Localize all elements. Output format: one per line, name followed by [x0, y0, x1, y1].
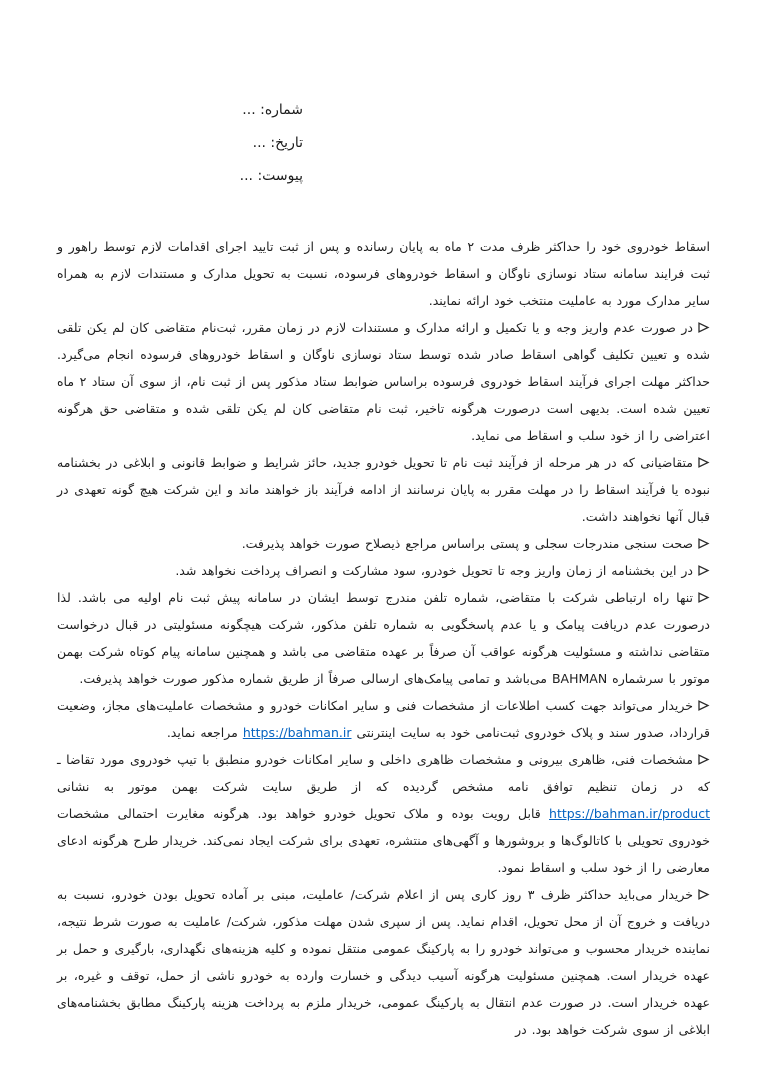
arrow-bullet-icon [697, 450, 710, 461]
bullet-paragraph: صحت سنجی مندرجات سجلی و پستی براساس مراجع ذیصلاح صورت خواهد پذیرفت. [57, 530, 710, 557]
link-bahman-ir[interactable]: https://bahman.ir [242, 725, 352, 740]
arrow-bullet-icon [697, 882, 710, 893]
latin-text: BAHMAN [551, 671, 608, 686]
bullet-paragraph: متقاضیانی که در هر مرحله از فرآیند ثبت نام تا تحویل خودرو جدید، حائز شرایط و ضوابط قانونی و ابلاغی در بخشنامه نبوده یا فرآیند اسقاط را در مهلت مقرر به پایان نرسانند از ادامه فرآیند باز خواهند ماند و این شرکت هیچ گونه تعهدی در قبال آنها نخواهند داشت. [57, 449, 710, 530]
link-bahman-ir-product[interactable]: https://bahman.ir/product [549, 806, 710, 821]
arrow-bullet-icon [697, 693, 710, 704]
letter-attachment-field: پیوست: ... [239, 168, 303, 184]
bullet-paragraph: خریدار می‌باید حداکثر ظرف ۳ روز کاری پس از اعلام شرکت/ عاملیت، مبنی بر آماده تحویل بودن خودرو، نسبت به دریافت و خروج آن از محل تحویل، اقدام نماید. پس از سپری شدن مهلت مذکور، شرکت/ عاملیت به صورت شرط نتیجه، نماینده خریدار محسوب و می‌تواند خودرو را به پارکینگ عمومی منتقل نموده و کلیه هزینه‌های نگهداری، بارگیری و حمل بر عهده خریدار است. همچنین مسئولیت هرگونه آسیب دیدگی و خسارت وارده به خودرو ناشی از حمل، توقف و غیره، بر عهده خریدار است. در صورت عدم انتقال به پارکینگ عمومی، خریدار ملزم به پرداخت هزینه پارکینگ مطابق بخشنامه‌های ابلاغی از سوی شرکت خواهد بود. در [57, 881, 710, 1043]
letter-date-field: تاریخ: ... [252, 135, 303, 151]
letter-number-field: شماره: ... [242, 102, 303, 118]
arrow-bullet-icon [697, 585, 710, 596]
arrow-bullet-icon [697, 315, 710, 326]
bullet-paragraph: خریدار می‌تواند جهت کسب اطلاعات از مشخصات فنی و سایر امکانات خودرو و مشخصات عاملیت‌های مجاز، وضعیت قرارداد، صدور سند و پلاک خودروی ثبت‌نامی خود به سایت اینترنتی https://bahman.ir مراجعه نماید. [57, 692, 710, 746]
bullet-paragraph: در صورت عدم واریز وجه و یا تکمیل و ارائه مدارک و مستندات لازم در زمان مقرر، ثبت‌نام متقاضی کان لم یکن تلقی شده و تعیین تکلیف گواهی اسقاط صادر شده توسط ستاد نوسازی ناوگان و اسقاط خودروهای فرسوده انجام می‌گیرد. حداکثر مهلت اجرای فرآیند اسقاط خودروی فرسوده براساس ضوابط ستاد مذکور پس از ثبت نام، از سوی آن ستاد ۲ ماه تعیین شده است. بدیهی است درصورت هرگونه تاخیر، ثبت نام متقاضی کان لم یکن تلقی شده و متقاضی حق هرگونه اعتراضی را از خود سلب و اسقاط می نماید. [57, 314, 710, 449]
arrow-bullet-icon [697, 747, 710, 758]
letter-header [200, 94, 303, 193]
bullet-paragraph: مشخصات فنی، ظاهری بیرونی و مشخصات ظاهری داخلی و سایر امکانات خودرو منطبق با تیپ خودروی مورد تقاضا ـ که در زمان تنظیم توافق نامه مشخص گردیده که از طریق سایت شرکت بهمن موتور به نشانی https://bahman.ir/product قابل رویت بوده و ملاک تحویل خودرو خواهد بود. هرگونه مغایرت احتمالی مشخصات خودروی تحویلی با کاتالوگ‌ها و بروشورها و آگهی‌های منتشره، تعهدی برای شرکت ایجاد نمی‌کند. خریدار طرح هرگونه ادعای معارضی را از خود سلب و اسقاط نمود. [57, 746, 710, 881]
bullet-paragraph: در این بخشنامه از زمان واریز وجه تا تحویل خودرو، سود مشارکت و انصراف پرداخت نخواهد شد. [57, 557, 710, 584]
arrow-bullet-icon [697, 558, 710, 569]
bullet-paragraph: تنها راه ارتباطی شرکت با متقاضی، شماره تلفن مندرج توسط ایشان در سامانه پیش ثبت نام اولیه می باشد. لذا درصورت عدم دریافت پیامک و یا عدم پاسخگویی به شماره تلفن مذکور، شرکت هیچگونه مسئولیتی در قبال درخواست متقاضی نداشته و مسئولیت هرگونه عواقب آن صرفاً بر عهده متقاضی می باشد و همچنین سامانه پیام کوتاه شرکت بهمن موتور با سرشماره BAHMAN می‌باشد و تمامی پیامک‌های ارسالی صرفاً از طریق شماره مذکور صورت خواهد پذیرفت. [57, 584, 710, 692]
document-body [57, 233, 710, 1043]
arrow-bullet-icon [697, 531, 710, 542]
paragraph: اسقاط خودروی خود را حداکثر ظرف مدت ۲ ماه به پایان رسانده و پس از ثبت تایید اجرای اقدامات لازم توسط راهور و ثبت فرایند سامانه ستاد نوسازی ناوگان و اسقاط خودروهای فرسوده، نسبت به تحویل مدارک و مستندات لازم به همراه سایر مدارک مورد به عاملیت منتخب خود ارائه نمایند. [57, 239, 710, 308]
